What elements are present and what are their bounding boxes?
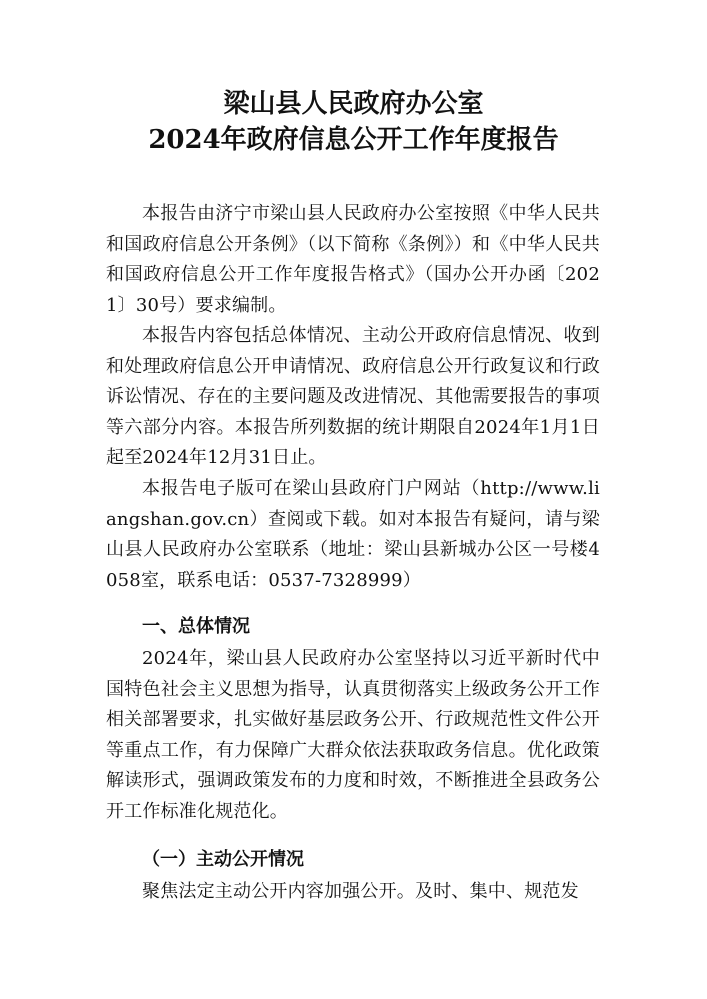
proactive-disclosure-paragraph: 聚焦法定主动公开内容加强公开。及时、集中、规范发	[142, 881, 579, 902]
document-title-line-2: 2024年政府信息公开工作年度报告	[148, 125, 559, 155]
subsection-heading-proactive-disclosure: （一）主动公开情况	[142, 849, 304, 870]
document-title-line-1: 梁山县人民政府办公室	[223, 89, 484, 119]
intro-paragraph-2: 本报告内容包括总体情况、主动公开政府信息情况、收到和处理政府信息公开申请情况、政府信息公开行政复议和行政诉讼情况、存在的主要问题及改进情况、其他需要报告的事项等六部分内容。本报告所列数据的统计期限自2024年1月1日起至2024年12月31日止。	[106, 325, 600, 469]
overview-paragraph: 2024年，梁山县人民政府办公室坚持以习近平新时代中国特色社会主义思想为指导，认真贯彻落实上级政务公开工作相关部署要求，扎实做好基层政务公开、行政规范性文件公开等重点工作，有力保障广大群众依法获取政务信息。优化政策解读形式，强调政策发布的力度和时效，不断推进全县政务公开工作标准化规范化。	[106, 648, 600, 822]
intro-paragraph-3: 本报告电子版可在梁山县政府门户网站（http://www.liangshan.gov.cn）查阅或下载。如对本报告有疑问，请与梁山县人民政府办公室联系（地址：梁山县新城办公区一号楼4058室，联系电话：0537-7328999）	[106, 478, 600, 591]
section-heading-overview: 一、总体情况	[142, 616, 250, 637]
intro-paragraph-1: 本报告由济宁市梁山县人民政府办公室按照《中华人民共和国政府信息公开条例》（以下简称《条例》）和《中华人民共和国政府信息公开工作年度报告格式》（国办公开办函〔2021〕30号）要求编制。	[106, 203, 600, 316]
